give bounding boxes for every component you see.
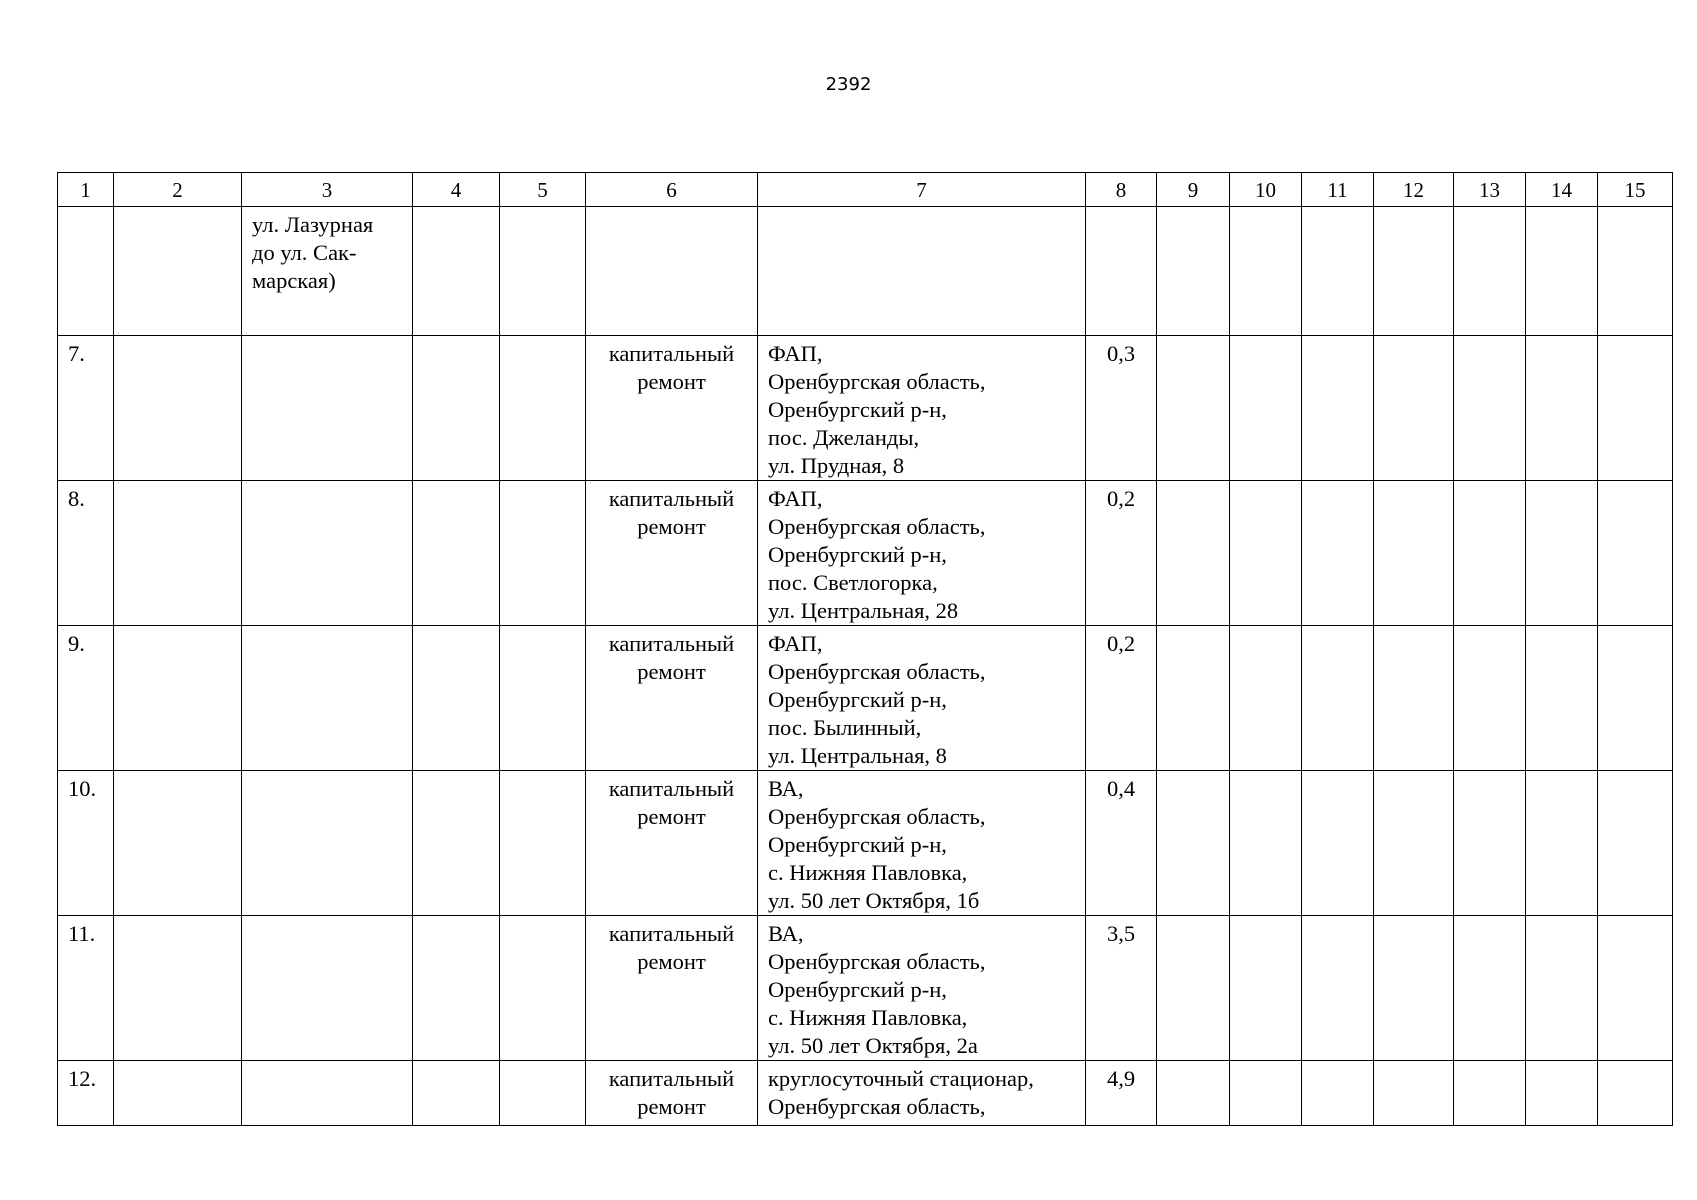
cell — [1302, 207, 1374, 336]
cell — [1526, 481, 1598, 626]
cell — [1454, 626, 1526, 771]
cell — [1157, 207, 1230, 336]
value-cell: 0,3 — [1086, 336, 1157, 481]
cell — [500, 916, 586, 1061]
work-type-cell: капитальный ремонт — [586, 336, 758, 481]
row-number: 12. — [58, 1061, 114, 1126]
object-cell: ВА, Оренбургская область, Оренбургский р-н, с. Нижняя Павловка, ул. 50 лет Октября, 2а — [758, 916, 1086, 1061]
cell — [413, 916, 500, 1061]
column-header: 7 — [758, 173, 1086, 207]
row-number — [58, 207, 114, 336]
work-type-cell: капитальный ремонт — [586, 916, 758, 1061]
cell — [1598, 481, 1673, 626]
column-header: 3 — [242, 173, 413, 207]
work-type-cell — [586, 207, 758, 336]
column-header: 12 — [1374, 173, 1454, 207]
cell — [1230, 626, 1302, 771]
cell — [1598, 626, 1673, 771]
value-cell: 0,4 — [1086, 771, 1157, 916]
street-segment-cell — [242, 336, 413, 481]
cell — [1454, 1061, 1526, 1126]
cell — [1230, 1061, 1302, 1126]
cell — [1157, 626, 1230, 771]
cell — [1526, 1061, 1598, 1126]
cell — [1302, 626, 1374, 771]
cell — [1598, 207, 1673, 336]
cell — [1454, 481, 1526, 626]
cell — [1454, 207, 1526, 336]
column-header: 5 — [500, 173, 586, 207]
cell — [114, 207, 242, 336]
column-header: 2 — [114, 173, 242, 207]
column-header: 9 — [1157, 173, 1230, 207]
value-cell: 3,5 — [1086, 916, 1157, 1061]
cell — [1454, 916, 1526, 1061]
row-number: 8. — [58, 481, 114, 626]
table-row — [58, 771, 1673, 916]
street-segment-cell — [242, 916, 413, 1061]
cell — [114, 336, 242, 481]
work-type-cell: капитальный ремонт — [586, 481, 758, 626]
cell — [1598, 336, 1673, 481]
cell — [1598, 916, 1673, 1061]
column-header: 1 — [58, 173, 114, 207]
column-header: 10 — [1230, 173, 1302, 207]
cell — [114, 771, 242, 916]
cell — [500, 336, 586, 481]
cell — [1374, 771, 1454, 916]
column-header: 11 — [1302, 173, 1374, 207]
cell — [1302, 771, 1374, 916]
column-header: 8 — [1086, 173, 1157, 207]
cell — [1302, 336, 1374, 481]
cell — [1526, 336, 1598, 481]
cell — [1302, 481, 1374, 626]
cell — [1454, 336, 1526, 481]
cell — [413, 207, 500, 336]
column-header: 4 — [413, 173, 500, 207]
cell — [413, 1061, 500, 1126]
table-row — [58, 481, 1673, 626]
column-header: 14 — [1526, 173, 1598, 207]
table-row — [58, 1061, 1673, 1126]
column-header: 6 — [586, 173, 758, 207]
cell — [413, 481, 500, 626]
cell — [1302, 1061, 1374, 1126]
cell — [1230, 771, 1302, 916]
cell — [1230, 207, 1302, 336]
cell — [1526, 207, 1598, 336]
cell — [1230, 481, 1302, 626]
data-table — [57, 172, 1673, 1126]
column-header: 15 — [1598, 173, 1673, 207]
table-row — [58, 336, 1673, 481]
table-row — [58, 626, 1673, 771]
object-cell: ФАП, Оренбургская область, Оренбургский р-н, пос. Светлогорка, ул. Центральная, 28 — [758, 481, 1086, 626]
cell — [1526, 916, 1598, 1061]
cell — [1598, 1061, 1673, 1126]
cell — [1598, 771, 1673, 916]
cell — [1374, 207, 1454, 336]
value-cell: 0,2 — [1086, 626, 1157, 771]
cell — [1230, 916, 1302, 1061]
cell — [1526, 626, 1598, 771]
object-cell: ФАП, Оренбургская область, Оренбургский р-н, пос. Джеланды, ул. Прудная, 8 — [758, 336, 1086, 481]
page-number: 2392 — [825, 74, 872, 95]
value-cell: 4,9 — [1086, 1061, 1157, 1126]
cell — [1157, 481, 1230, 626]
cell — [413, 626, 500, 771]
row-number: 9. — [58, 626, 114, 771]
cell — [500, 207, 586, 336]
street-segment-cell — [242, 1061, 413, 1126]
cell — [1374, 336, 1454, 481]
cell — [500, 481, 586, 626]
street-segment-cell: ул. Лазурная до ул. Сак- марская) — [242, 207, 413, 336]
cell — [413, 771, 500, 916]
object-cell: ВА, Оренбургская область, Оренбургский р-н, с. Нижняя Павловка, ул. 50 лет Октября, 1б — [758, 771, 1086, 916]
object-cell — [758, 207, 1086, 336]
cell — [114, 916, 242, 1061]
row-number: 7. — [58, 336, 114, 481]
cell — [1454, 771, 1526, 916]
table-row — [58, 916, 1673, 1061]
table-row — [58, 207, 1673, 336]
value-cell: 0,2 — [1086, 481, 1157, 626]
work-type-cell: капитальный ремонт — [586, 771, 758, 916]
value-cell — [1086, 207, 1157, 336]
cell — [1374, 916, 1454, 1061]
object-cell: ФАП, Оренбургская область, Оренбургский р-н, пос. Былинный, ул. Центральная, 8 — [758, 626, 1086, 771]
street-segment-cell — [242, 626, 413, 771]
cell — [1374, 481, 1454, 626]
work-type-cell: капитальный ремонт — [586, 1061, 758, 1126]
row-number: 11. — [58, 916, 114, 1061]
cell — [1374, 1061, 1454, 1126]
street-segment-cell — [242, 771, 413, 916]
cell — [413, 336, 500, 481]
cell — [1374, 626, 1454, 771]
work-type-cell: капитальный ремонт — [586, 626, 758, 771]
cell — [1157, 336, 1230, 481]
cell — [114, 481, 242, 626]
cell — [1157, 771, 1230, 916]
cell — [500, 771, 586, 916]
column-number-row — [58, 173, 1673, 207]
street-segment-cell — [242, 481, 413, 626]
object-cell: круглосуточный стационар, Оренбургская область, — [758, 1061, 1086, 1126]
cell — [1526, 771, 1598, 916]
cell — [114, 626, 242, 771]
cell — [1302, 916, 1374, 1061]
row-number: 10. — [58, 771, 114, 916]
cell — [1230, 336, 1302, 481]
cell — [1157, 916, 1230, 1061]
cell — [114, 1061, 242, 1126]
cell — [500, 626, 586, 771]
cell — [1157, 1061, 1230, 1126]
cell — [500, 1061, 586, 1126]
column-header: 13 — [1454, 173, 1526, 207]
